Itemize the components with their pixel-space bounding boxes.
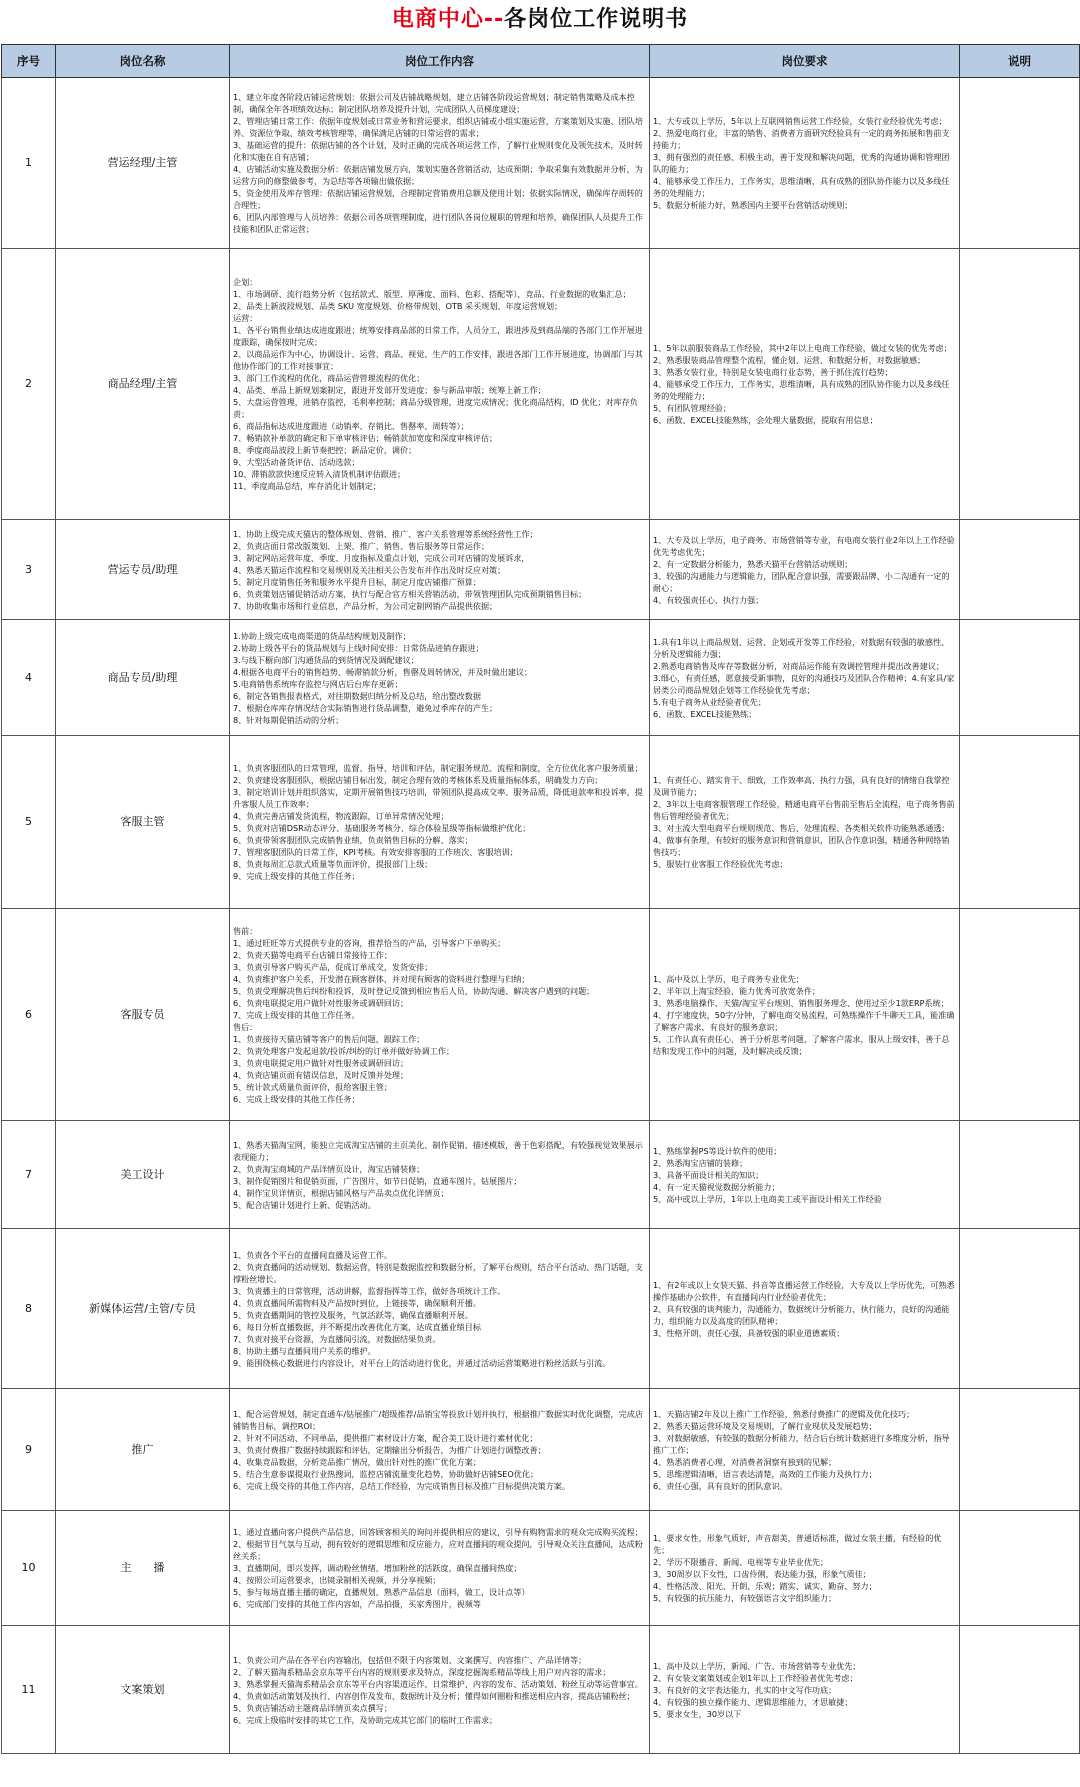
requirement-line: 2、熟悉天猫运营环境及交易规则，了解行业现状及发展趋势；: [653, 1420, 877, 1431]
duty-line: 5、大盘运营管理，进销存监控，毛利率控制；商品分级管理，进度完成情况；优化商品结构，ID 优化；对库存负责；: [233, 397, 638, 419]
duty-line: 1、负责各个平台的直播间直播及运营工作。: [233, 1249, 392, 1260]
notes-cell: [960, 1511, 1080, 1626]
title-part-1: 电商中心--: [391, 7, 505, 32]
duty-line: 8、季度商品波段上新节奏把控；新品定价，调价；: [233, 445, 417, 455]
requirement-line: 1、有责任心、踏实肯干、细致，工作效率高、执行力强，具有良好的情绪自我掌控及调节能力；: [653, 775, 950, 797]
notes-cell: [960, 78, 1080, 249]
notes-cell: [960, 249, 1080, 520]
duties-cell: [230, 78, 650, 249]
requirement-line: 3、熟悉女装行业，特别是女装电商行业态势，善于抓住流行趋势；: [653, 367, 893, 377]
duty-line: 4、店铺活动实施及数据分析：依据店铺发展方向，策划实施各营销活动，达成预期；争取采集有效数据并分析，为运营方向的修整做参考，为总结等各项输出做依据；: [233, 164, 643, 186]
position-name: 商品经理/主管: [56, 249, 230, 520]
requirement-line: 2、有一定数据分析能力，熟悉天猫平台营销活动规则；: [653, 558, 853, 569]
duties-cell: [230, 909, 650, 1121]
duty-line: 5、负责受理解决售后纠纷和投诉，及时登记反馈到相应售后人员，协助沟通、解决客户遇到的问题；: [233, 985, 595, 996]
duty-line: 6、商品指标达成进度跟进（动销率、存销比、售罄率、周转等）；: [233, 421, 469, 431]
row-number: 2: [2, 249, 56, 520]
requirements-cell: [650, 620, 960, 736]
duty-line: 1、建立年度各阶段店铺运营规划：依据公司及店铺战略规划，建立店铺各阶段运营规划；制定销售策略及成本控制，确保全年各项绩效达标；制定团队培养及提升计划，完成团队人员梯度建设；: [233, 92, 635, 114]
requirement-line: 6、责任心强，具有良好的团队意识。: [653, 1480, 788, 1491]
duty-line: 2、负责直播间的活动规划、数据运营，特别是数据监控和数据分析，了解平台规则，结合平台活动、热门话题，支撑粉丝增长。: [233, 1261, 643, 1284]
duty-line: 4、负责如活动策划及执行、内容创作及发布、数据统计及分析；懂得如何圈粉和推送相应内容，提高店铺粉丝；: [233, 1690, 635, 1701]
duty-line: 2、管理店铺日常工作：依据年度规划或日常业务和营运要求，组织店铺或小组实施运营，方案策划及实施、团队培养、资源位争取、绩效考核管理等，确保满足店铺的日常运营的需求；: [233, 116, 643, 138]
duty-line: 7、畅销款补单款的确定和下单审核评估；畅销款加宽度和深度审核评估；: [233, 433, 498, 443]
duty-line: 6、负责策划店铺促销活动方案，执行与配合官方相关营销活动，带领管理团队完成预期销售目标；: [233, 588, 587, 599]
duty-line: 7、负责对接平台资源，为直播间引流，对数据结果负责。: [233, 1333, 441, 1344]
requirement-line: 4、性格活泼、阳光、开朗、乐观；踏实、诚实、勤奋、努力；: [653, 1581, 877, 1591]
notes-cell: [960, 520, 1080, 620]
row-number: 10: [2, 1511, 56, 1626]
requirement-line: 2、热爱电商行业，丰富的销售、消费者方面研究经验具有一定的商务拓展和售前支持能力；: [653, 128, 950, 150]
duties-cell: [230, 1229, 650, 1389]
requirement-line: 3、具备平面设计相关的知识；: [653, 1169, 764, 1180]
duty-line: 6、完成部门安排的其他工作内容如，产品拍摄，买家秀图片，视频等: [233, 1599, 481, 1609]
requirement-line: 4、有较强的独立操作能力、逻辑思维能力，才思敏捷；: [653, 1696, 853, 1707]
requirements-cell: [650, 520, 960, 620]
duty-line: 4、负责店铺页面有错误信息，及时反馈并处理；: [233, 1069, 409, 1080]
duty-line: 4、制作宝贝详情页，根据店铺风格与产品卖点优化详情页；: [233, 1187, 449, 1198]
duty-line: 2.协助上级各平台的货品规划与上线时间安排：日常货品进销存跟进；: [233, 642, 484, 653]
duty-line: 2、负责处理客户发起退款/投诉/纠纷的订单并做好协调工作；: [233, 1045, 455, 1056]
notes-cell: [960, 620, 1080, 736]
requirement-line: 5、有较强的抗压能力，有较强语言文字组织能力；: [653, 1593, 837, 1603]
table-row: [2, 249, 1080, 520]
table-row: [2, 620, 1080, 736]
duty-line: 5、制定月度销售任务和服务水平提升目标，制定月度店铺推广预算；: [233, 576, 481, 587]
duty-line: 5.电商销售系统库存监控与网店后台库存更新；: [233, 678, 403, 689]
duty-line: 3、负责付费推广数据持续跟踪和评估，定期输出分析报告，为推广计划进行调整改善；: [233, 1444, 546, 1455]
requirements-cell: [650, 1626, 960, 1754]
duty-line: 5、资金使用及库存管理：依据店铺运营规划，合理制定营销费用总额及使用计划；依据实际情况，确保库存周转的合理性；: [233, 188, 643, 210]
requirements-cell: [650, 1121, 960, 1229]
duty-line: 1、熟悉天猫淘宝网，能独立完成淘宝店铺的主页美化、制作促销、描述模版，善于色彩搭配，有较强视觉效果展示表现能力；: [233, 1139, 643, 1162]
notes-cell: [960, 909, 1080, 1121]
requirements-cell: [650, 1389, 960, 1511]
table-row: [2, 736, 1080, 909]
duty-line: 1、负责公司产品在各平台内容输出，包括但不限于内容策划、文案撰写、内容推广、产品详情等；: [233, 1654, 587, 1665]
duty-line: 3、负责电联提定用户做针对性服务或调研回访；: [233, 1057, 409, 1068]
requirement-line: 3、拥有强烈的责任感、积极主动，善于发现和解决问题，优秀的沟通协调和管理团队的能力；: [653, 152, 950, 174]
duty-line: 3、制定培训计划并组织落实，定期开展销售技巧培训，带领团队提高成交率、服务品质，降低退款率和投诉率，提升客服人员工作效率；: [233, 787, 643, 809]
requirement-line: 5、工作认真有责任心，善于分析思考问题，了解客户需求，服从上级安排，善于总结和发现工作中的问题，及时解决或反馈；: [653, 1033, 950, 1056]
duty-line: 1、各平台销售业绩达成进度跟进；统筹安排商品部的日常工作，人员分工，跟进涉及到商品端的各部门工作开展进度跟踪，确保按时完成；: [233, 325, 643, 347]
requirement-line: 3、有良好的文字表达能力，扎实的中文写作功底；: [653, 1684, 837, 1695]
duty-line: 11、季度商品总结，库存消化计划制定；: [233, 481, 381, 491]
notes-cell: [960, 1229, 1080, 1389]
header-position: 岗位名称: [56, 45, 230, 78]
duty-line: 2、了解天猫淘系精品会京东等平台内容的规则要求及特点，深度挖掘淘系精品等线上用户对内容的需求；: [233, 1666, 611, 1677]
row-number: 4: [2, 620, 56, 736]
duty-line: 5、统计款式质量负面评价，报给客服主管；: [233, 1081, 392, 1092]
title-part-2: 各岗位工作说明书: [504, 7, 689, 32]
notes-cell: [960, 1389, 1080, 1511]
row-number: 8: [2, 1229, 56, 1389]
position-name: 推广: [56, 1389, 230, 1511]
duty-line: 8、协助主播与直播间用户关系的维护。: [233, 1345, 376, 1356]
duties-cell: [230, 1626, 650, 1754]
job-description-table: [1, 44, 1080, 1754]
duties-cell: [230, 736, 650, 909]
duty-line: 5、负责直播期间的管控及服务，气氛活跃等，确保直播顺利开展。: [233, 1309, 473, 1320]
duty-line: 2、以商品运作为中心，协调设计、运营、商品、视觉、生产的工作安排，跟进各部门工作开展进度，协调部门与其他协作部门的工作对接事宜；: [233, 349, 643, 371]
page-title: [0, 0, 1080, 44]
requirement-line: 2、有女装文案策划或企划1年以上工作经验者优先考虑；: [653, 1672, 858, 1683]
requirement-line: 3、熟悉电脑操作、天猫/淘宝平台规则、销售服务理念、使用过至少1款ERP系统；: [653, 997, 949, 1008]
duty-line: 2、负责天猫等电商平台店铺日常接待工作；: [233, 949, 392, 960]
header-requirements: 岗位要求: [650, 45, 960, 78]
requirements-cell: [650, 736, 960, 909]
requirement-line: 5、服装行业客服工作经验优先考虑；: [653, 859, 788, 869]
requirements-cell: [650, 1229, 960, 1389]
duty-line: 售后：: [233, 1021, 258, 1032]
duty-line: 4、熟悉天猫运作流程和交易规则及关注相关公告发布并作出及时反应对策；: [233, 564, 506, 575]
position-name: 主 播: [56, 1511, 230, 1626]
table-row: [2, 1229, 1080, 1389]
duty-line: 1、通过直播向客户提供产品信息，回答顾客相关的询问并提供相应的建议，引导有购物需求的观众完成购买流程；: [233, 1527, 643, 1537]
duty-line: 7、协助收集市场和行业信息，产品分析，为公司定制网销产品提供依据；: [233, 600, 498, 611]
duty-line: 10、滞销款款快速反应转入清货机制评估跟进；: [233, 469, 406, 479]
duty-line: 4.根据各电商平台的销售趋势、畅滞销款分析，售罄及周转情况，并及时做出建议；: [233, 666, 533, 677]
duty-line: 3、制作促销图片和促销页面，广告图片，如节日促销，直通车图片，钻展图片；: [233, 1175, 522, 1186]
requirement-line: 4、打字速度快，50字/分钟，了解电商交易流程，可熟练操作千牛聊天工具，能准确了解客户需求，有良好的服务意识；: [653, 1009, 955, 1032]
duty-line: 2、负责店面日常改版策划、上架、推广、销售、售后服务等日常运作；: [233, 540, 490, 551]
duty-line: 售前：: [233, 925, 258, 936]
duty-line: 4、品类、单品上新规划案制定，跟进开发部开发进度；参与新品审版；统筹上新工作；: [233, 385, 546, 395]
table-row: [2, 1626, 1080, 1754]
requirement-line: 2、熟悉服装商品管理整个流程，懂企划、运营、和数据分析，对数据敏感；: [653, 355, 926, 365]
requirement-line: 1、熟练掌握PS等设计软件的使用；: [653, 1145, 782, 1156]
requirement-line: 5、数据分析能力好，熟悉国内主要平台营销活动规则；: [653, 200, 853, 210]
duty-line: 6、负责电联提定用户做针对性服务或调研回访；: [233, 997, 409, 1008]
requirement-line: 2、具有较强的谈判能力，沟通能力，数据统计分析能力，执行能力，良好的沟通能力，组织能力以及高度的团队精神；: [653, 1303, 950, 1326]
requirement-line: 1、要求女性，形象气质好，声音甜美，普通话标准，做过女装主播，有经验的优先；: [653, 1533, 942, 1555]
requirement-line: 3、对主流大型电商平台规则规范、售后、处理流程、各类相关软件功能熟悉通透；: [653, 823, 950, 833]
duty-line: 3.与线下橱向部门沟通货品的到货情况及调配建议；: [233, 654, 419, 665]
header-notes: 说明: [960, 45, 1080, 78]
duty-line: 6、负责带领客服团队完成销售业绩，负责销售目标的分解、落实；: [233, 835, 473, 845]
table-row: [2, 1511, 1080, 1626]
duty-line: 4、负责维护客户关系，开发潜在顾客群体，并对现有顾客的资料进行整理与归纳；: [233, 973, 530, 984]
position-name: 文案策划: [56, 1626, 230, 1754]
duty-line: 2、负责建设客服团队，根据店铺目标出发，制定合理有效的考核体系及质量指标体系，明确发力方向；: [233, 775, 603, 785]
duty-line: 3、熟悉掌握天猫淘系精品会京东等平台内容渠道运作、日常维护、内容的发布、活动策划、粉丝互动等运营事宜。: [233, 1678, 643, 1689]
row-number: 6: [2, 909, 56, 1121]
requirement-line: 1、5年以前服装商品工作经验，其中2年以上电商工作经验，做过女装的优先考虑；: [653, 343, 952, 353]
requirement-line: 6、函数、EXCEL技能熟练，会处理大量数据，提取有用信息；: [653, 415, 878, 425]
requirement-line: 5、要求女生，30岁以下: [653, 1708, 742, 1719]
requirement-line: 3、30周岁以下女性，口齿伶俐，表达能力强，形象气质佳；: [653, 1569, 871, 1579]
requirement-line: 1、高中及以上学历，电子商务专业优先；: [653, 973, 804, 984]
duty-line: 7、完成上级安排的其他工作任务。: [233, 1009, 360, 1020]
requirement-line: 5.有电子商务从业经验者优先；: [653, 696, 766, 707]
requirements-cell: [650, 78, 960, 249]
notes-cell: [960, 736, 1080, 909]
duty-line: 5、配合店铺计划进行上新、促销活动。: [233, 1199, 376, 1210]
table-row: [2, 1121, 1080, 1229]
duty-line: 运营：: [233, 313, 258, 323]
position-name: 营运专员/助理: [56, 520, 230, 620]
requirement-line: 2、熟悉淘宝店铺的装修；: [653, 1157, 748, 1168]
duty-line: 3、直播期间，即兴发挥，调动粉丝情绪，增加粉丝的活跃度，确保直播间热度；: [233, 1563, 522, 1573]
duty-line: 9、完成上级安排的其他工作任务；: [233, 871, 360, 881]
notes-cell: [960, 1626, 1080, 1754]
requirement-line: 5、有团队管理经验；: [653, 403, 731, 413]
requirement-line: 4、熟悉消费者心理，对消费者洞察有独到的见解；: [653, 1456, 837, 1467]
duty-line: 1、市场调研、流行趋势分析（包括款式、版型、厚薄度、面料、色彩、搭配等），竞品、行业数据的收集汇总；: [233, 289, 631, 299]
duty-line: 1、负责接待天猫店铺等客户的售后问题，跟踪工作；: [233, 1033, 425, 1044]
position-name: 商品专员/助理: [56, 620, 230, 736]
duty-line: 企划：: [233, 277, 258, 287]
requirement-line: 3、对数据敏感，有较强的数据分析能力，结合后台统计数据进行多维度分析，指导推广工作；: [653, 1432, 950, 1455]
header-no: 序号: [2, 45, 56, 78]
row-number: 1: [2, 78, 56, 249]
duties-cell: [230, 1389, 650, 1511]
row-number: 7: [2, 1121, 56, 1229]
duty-line: 2、负责淘宝商城的产品详情页设计，淘宝店铺装修；: [233, 1163, 425, 1174]
duty-line: 7、管理客服团队的日常工作，KPI考核。有效安排客服的工作班次、客服培训；: [233, 847, 518, 857]
table-row: [2, 520, 1080, 620]
duty-line: 8、针对每期促销活动的分析；: [233, 714, 344, 725]
duty-line: 3、部门工作流程的优化，商品运营管理流程的优化；: [233, 373, 425, 383]
requirement-line: 3.细心，有责任感，愿意接受新事物，良好的沟通技巧及团队合作精神；4.有家具/家居类公司商品规划企划等工作经验优先考虑；: [653, 672, 955, 695]
requirement-line: 2、3年以上电商客服管理工作经验，精通电商平台售前至售后全流程，电子商务售前售后管理经验者优先；: [653, 799, 955, 821]
duty-line: 1、协助上级完成天猫店的整体规划、营销、推广、客户关系管理等系统经营性工作；: [233, 528, 538, 539]
requirement-line: 2、半年以上淘宝经验，能力优秀可放宽条件；: [653, 985, 821, 996]
requirement-line: 2.熟悉电商销售及库存等数据分析，对商品运作能有效调控管理并提出改善建议；: [653, 660, 945, 671]
duty-line: 5、负责店铺活动主题商品详情页卖点撰写；: [233, 1702, 392, 1713]
requirement-line: 5、思维逻辑清晰，语言表达清楚，高效的工作能力及执行力；: [653, 1468, 877, 1479]
duty-line: 5、参与每场直播主播的确定，直播规划，熟悉产品信息（面料，做工，设计点等）: [233, 1587, 530, 1597]
duty-line: 4、收集竞品数据，分析竞品推广情况，做出针对性的推广优化方案；: [233, 1456, 481, 1467]
duty-line: 9、大型活动备货评估、活动选款；: [233, 457, 360, 467]
requirement-line: 4、能够承受工作压力，工作务实，思维清晰，具有成熟的团队协作能力以及多线任务的处理能力；: [653, 379, 950, 401]
position-name: 美工设计: [56, 1121, 230, 1229]
row-number: 5: [2, 736, 56, 909]
position-name: 客服主管: [56, 736, 230, 909]
requirement-line: 1、高中及以上学历，新闻、广告、市场营销等专业优先；: [653, 1660, 861, 1671]
position-name: 营运经理/主管: [56, 78, 230, 249]
duty-line: 2、品类上新波段规划、品类 SKU 宽度规划、价格带规划、OTB 采买规划、年度运营规划；: [233, 301, 563, 311]
duties-cell: [230, 520, 650, 620]
requirement-line: 4、有较强责任心、执行力强；: [653, 594, 764, 605]
duty-line: 4、负责直播间所需物料及产品按时到位，上链接等，确保顺利开播。: [233, 1297, 481, 1308]
duty-line: 3、负责引导客户购买产品，促成订单成交，发货安排；: [233, 961, 433, 972]
duties-cell: [230, 249, 650, 520]
duty-line: 3、基础运营的提升：依据店铺的各个计划，及时正确的完成各项运营工作，了解行业规则变化及领先技术，及时转化和实施在自有店铺；: [233, 140, 643, 162]
duty-line: 6、每日分析直播数据，并不断提出改善优化方案，达成直播业绩目标: [233, 1321, 481, 1332]
requirement-line: 1、大专或以上学历，5年以上互联网销售运营工作经验，女装行业经验优先考虑；: [653, 116, 947, 126]
row-number: 9: [2, 1389, 56, 1511]
duty-line: 3、负责播主的日常管理，活动讲解，监督指挥等工作，做好各项统计工作。: [233, 1285, 506, 1296]
duty-line: 2、针对不同活动、不同单品，提供推广素材设计方案，配合美工设计进行素材优化；: [233, 1432, 538, 1443]
duty-line: 6、制定各销售报表格式，对往期数据归纳分析及总结，给出整改数据: [233, 690, 481, 701]
header-duties: 岗位工作内容: [230, 45, 650, 78]
duty-line: 5、负责对店铺DSR动态评分、基础服务考核分、综合体验星级等指标做维护优化；: [233, 823, 531, 833]
duty-line: 1、通过旺旺等方式提供专业的咨询，推荐恰当的产品，引导客户下单购买；: [233, 937, 506, 948]
requirement-line: 1.具有1年以上商品规划、运营、企划或开发等工作经验，对数据有较强的敏感性、分析及逻辑能力强；: [653, 636, 950, 659]
row-number: 11: [2, 1626, 56, 1754]
duty-line: 6、完成上级交待的其他工作内容，总结工作经验，为完成销售目标及推广目标提供决策方案。: [233, 1480, 570, 1491]
requirement-line: 6、函数、EXCEL技能熟练；: [653, 708, 757, 719]
duty-line: 4、负责完善店铺发货流程，物流跟踪，订单异常情况处理；: [233, 811, 449, 821]
duty-line: 1、负责客服团队的日常管理，监督、指导、培训和评估，制定服务规范、流程和制度，全方位优化客户服务质量；: [233, 763, 643, 773]
duty-line: 7、根据仓库库存情况结合实际销售进行货品调整，避免过季库存的产生；: [233, 702, 498, 713]
requirements-cell: [650, 249, 960, 520]
duties-cell: [230, 620, 650, 736]
duties-cell: [230, 1121, 650, 1229]
requirement-line: 1、有2年或以上女装天猫、抖音等直播运营工作经验，大专及以上学历优先，可熟悉操作基础办公软件，有直播间内行业经验者优先；: [653, 1279, 955, 1302]
requirement-line: 2、学历不限播音、新闻、电视等专业毕业优先；: [653, 1557, 829, 1567]
position-name: 新媒体运营/主管/专员: [56, 1229, 230, 1389]
duty-line: 1.协助上级完成电商渠道的货品结构规划及制作；: [233, 630, 411, 641]
duty-line: 2、根据节目气氛与互动，拥有较好的逻辑思维和反应能力，应对直播间的观众提问，引导观众关注直播间，达成粉丝关系；: [233, 1539, 643, 1561]
duty-line: 9、能围绕核心数据进行内容设计，对平台上的活动进行优化，并通过活动运营策略进行粉丝活跃与引流。: [233, 1357, 611, 1368]
duty-line: 3、制定网站运营年度、季度、月度指标及重点计划，完成公司对店铺的发展诉求，: [233, 552, 530, 563]
requirement-line: 5、高中或以上学历，1年以上电商美工或平面设计相关工作经验: [653, 1193, 882, 1204]
requirement-line: 1、大专及以上学历，电子商务、市场营销等专业，有电商女装行业2年以上工作经验优先考虑优先；: [653, 534, 955, 557]
table-row: [2, 1389, 1080, 1511]
position-name: 客服专员: [56, 909, 230, 1121]
table-header-row: [2, 45, 1080, 78]
requirement-line: 3、较强的沟通能力与逻辑能力，团队配合意识强，需要跟品牌、小二沟通有一定的耐心；: [653, 570, 950, 593]
duty-line: 5、结合生意参谋提取行业热搜词，监控店铺流量变化趋势，协助做好店铺SEO优化；: [233, 1468, 539, 1479]
requirement-line: 4、有一定天猫视觉数据分析能力；: [653, 1181, 780, 1192]
notes-cell: [960, 1121, 1080, 1229]
table-row: [2, 78, 1080, 249]
duty-line: 4、按照公司运营要求，出镜录制相关视频，并分享视频；: [233, 1575, 441, 1585]
duty-line: 8、负责每周汇总款式质量等负面评价，提报部门上级；: [233, 859, 433, 869]
requirement-line: 4、能够承受工作压力，工作务实，思维清晰，具有成熟的团队协作能力以及多线任务的处理能力；: [653, 176, 950, 198]
duty-line: 6、完成上级临时安排的其它工作，及协助完成其它部门的临时工作需求；: [233, 1714, 498, 1725]
table-row: [2, 909, 1080, 1121]
requirement-line: 1、天猫店铺2年及以上推广工作经验，熟悉付费推广的逻辑及优化技巧；: [653, 1408, 915, 1419]
duties-cell: [230, 1511, 650, 1626]
requirement-line: 3、性格开朗，责任心强，具备较强的职业道德素质；: [653, 1327, 845, 1338]
requirements-cell: [650, 1511, 960, 1626]
row-number: 3: [2, 520, 56, 620]
duty-line: 1、配合运营规划，制定直通车/钻展推广/超级推荐/品销宝等投放计划并执行，根据推广数据实时优化调整，完成店铺销售目标，调控ROI；: [233, 1408, 643, 1431]
table-body: [2, 78, 1080, 1754]
duty-line: 6、完成上级安排的其他工作任务；: [233, 1093, 360, 1104]
duty-line: 6、团队内部管理与人员培养：依据公司各项管理制度，进行团队各岗位履职的管理和培养，确保团队人员提升工作技能和团队正常运营；: [233, 212, 643, 234]
requirement-line: 4、做事有条理，有较好的服务意识和营销意识，团队合作意识强，精通各种网络销售技巧；: [653, 835, 950, 857]
requirements-cell: [650, 909, 960, 1121]
